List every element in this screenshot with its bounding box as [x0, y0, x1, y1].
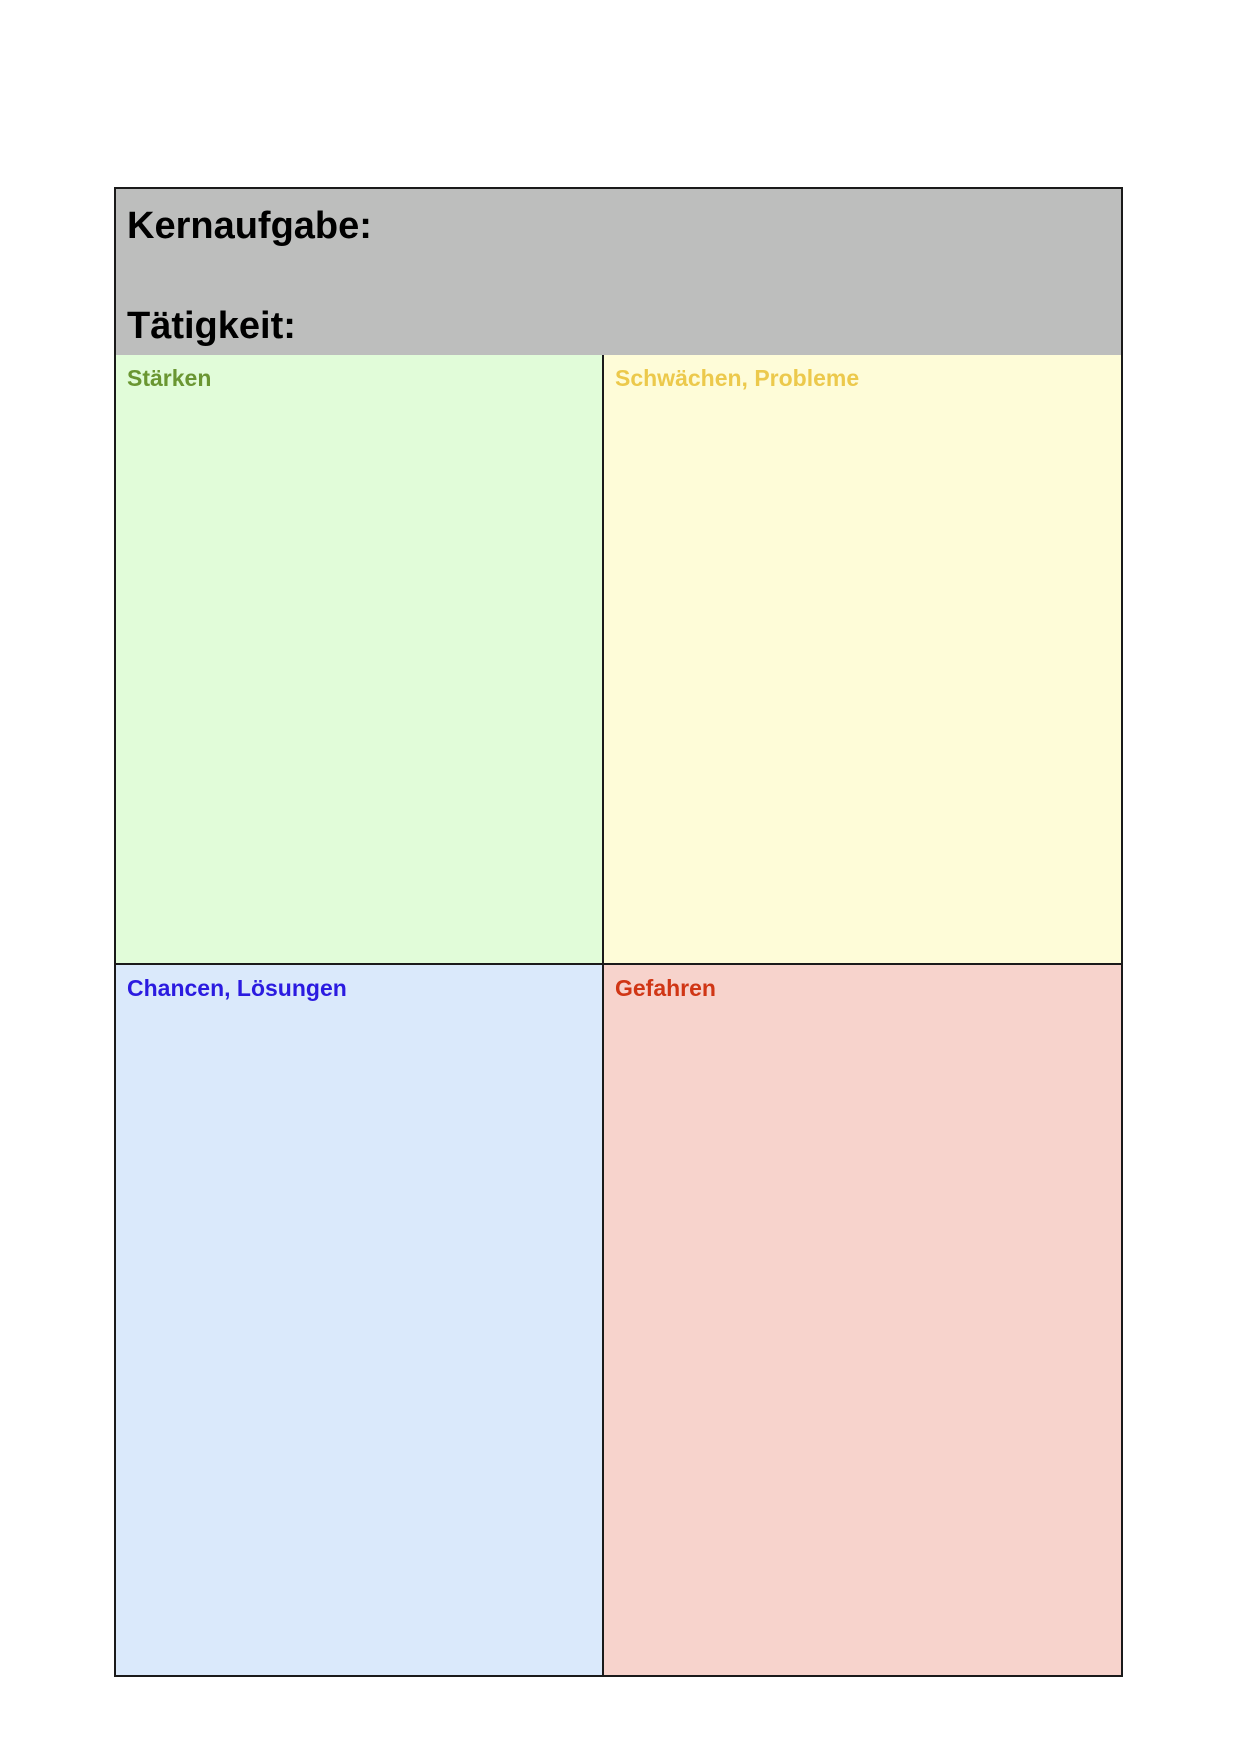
weaknesses-title: Schwächen, Probleme — [615, 365, 860, 391]
weaknesses-quadrant — [604, 355, 1121, 965]
swot-worksheet — [114, 187, 1123, 1677]
activity-label: Tätigkeit: — [127, 305, 296, 347]
threats-title: Gefahren — [615, 975, 716, 1001]
opportunities-quadrant — [116, 965, 604, 1675]
core-task-label: Kernaufgabe: — [127, 205, 372, 247]
worksheet-header — [116, 189, 1121, 357]
strengths-title: Stärken — [127, 365, 212, 391]
threats-quadrant — [604, 965, 1121, 1675]
strengths-quadrant — [116, 355, 604, 965]
opportunities-title: Chancen, Lösungen — [127, 975, 347, 1001]
